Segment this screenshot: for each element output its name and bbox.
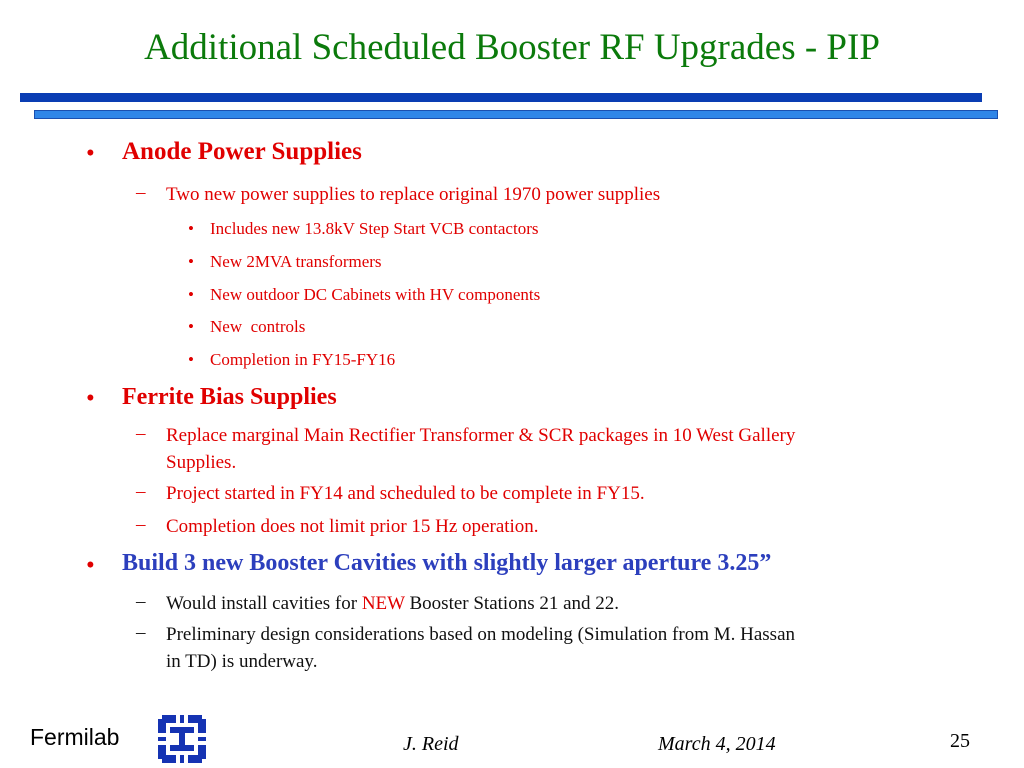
list-item-text: Would install cavities for [166,593,362,614]
list-item: Includes new 13.8kV Step Start VCB contactors [210,219,539,238]
section-heading-cavities: Build 3 new Booster Cavities with slightly larger aperture 3.25” [122,550,772,576]
bullet: • [86,385,95,412]
bullet: • [188,219,194,238]
section-heading-anode: Anode Power Supplies [122,138,362,165]
bullet: • [188,285,194,304]
new-highlight: NEW [361,593,405,614]
list-item-continuation: in TD) is underway. [166,651,318,672]
list-item-text: Booster Stations 21 and 22. [404,593,620,614]
list-item: Completion in FY15-FY16 [210,350,396,369]
list-item: Preliminary design considerations based on modeling (Simulation from M. Hassan [166,624,796,645]
footer-logo-text: Fermilab [30,724,120,750]
list-item [166,590,619,617]
dash-bullet: – [136,514,146,535]
list-item-continuation: Supplies. [166,452,237,473]
footer-date: March 4, 2014 [658,733,776,755]
dash-bullet: – [136,182,146,203]
page-number: 25 [950,730,970,752]
bullet: • [86,140,95,167]
dash-bullet: – [136,481,146,502]
bullet: • [188,252,194,271]
section-heading-ferrite: Ferrite Bias Supplies [122,384,337,410]
list-item: Two new power supplies to replace original 1970 power supplies [166,184,661,205]
dash-bullet: – [136,622,146,643]
list-item: Completion does not limit prior 15 Hz operation. [166,516,539,537]
list-item: Project started in FY14 and scheduled to be complete in FY15. [166,483,645,504]
list-item: New controls [210,317,306,336]
slide-title: Additional Scheduled Booster RF Upgrades - PIP [144,27,880,68]
list-item: New outdoor DC Cabinets with HV components [210,285,541,304]
bullet: • [86,552,95,579]
list-item: New 2MVA transformers [210,252,382,271]
list-item: Replace marginal Main Rectifier Transformer & SCR packages in 10 West Gallery [166,425,796,446]
bullet: • [188,350,194,369]
bullet: • [188,317,194,336]
dash-bullet: – [136,423,146,444]
dash-bullet: – [136,591,146,612]
footer-author: J. Reid [403,733,459,755]
fermilab-logo-icon [156,713,208,765]
